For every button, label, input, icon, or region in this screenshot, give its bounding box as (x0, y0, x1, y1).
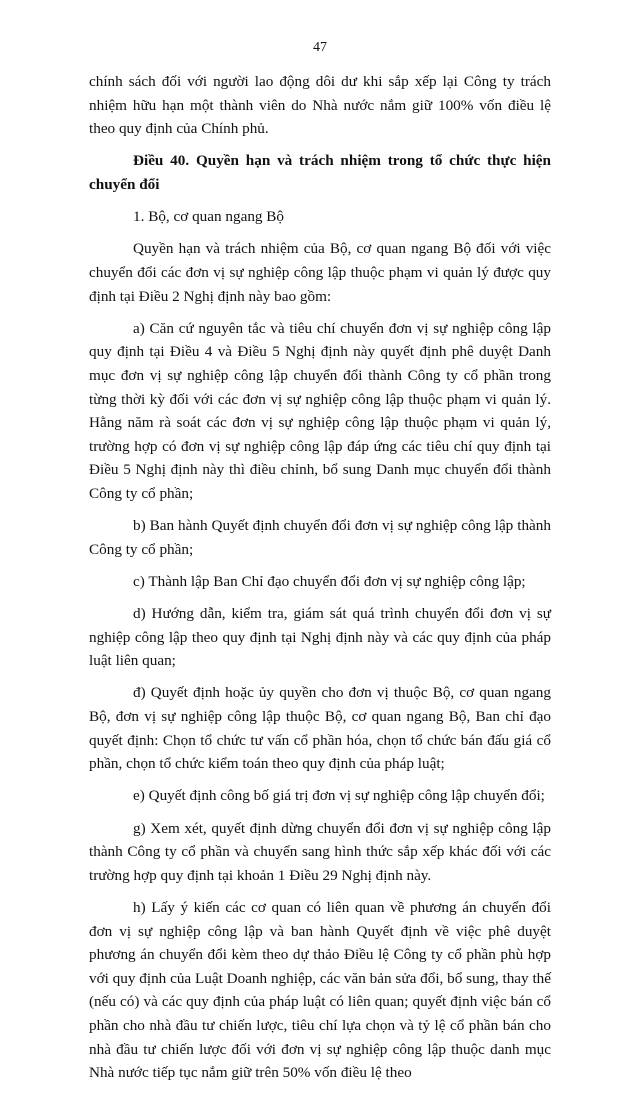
article-heading: Điều 40. Quyền hạn và trách nhiệm trong tổ chức thực hiện chuyển đổi (89, 152, 551, 193)
list-item-e: e) Quyết định công bố giá trị đơn vị sự nghiệp công lập chuyển đổi; (133, 787, 545, 805)
list-item-d: d) Hướng dẫn, kiểm tra, giám sát quá trình chuyển đổi đơn vị sự nghiệp công lập theo quy định tại Nghị định này và các quy định của pháp luật liên quan; (89, 605, 551, 670)
paragraph-intro: Quyền hạn và trách nhiệm của Bộ, cơ quan ngang Bộ đối với việc chuyển đổi các đơn vị sự nghiệp công lập thuộc phạm vi quản lý được quy định tại Điều 2 Nghị định này bao gồm: (89, 240, 551, 305)
section-title: 1. Bộ, cơ quan ngang Bộ (133, 208, 285, 226)
paragraph-continuation: chính sách đối với người lao động dôi dư khi sắp xếp lại Công ty trách nhiệm hữu hạn một thành viên do Nhà nước nắm giữ 100% vốn điều lệ theo quy định của Chính phủ. (89, 73, 551, 138)
list-item-c: c) Thành lập Ban Chỉ đạo chuyển đổi đơn vị sự nghiệp công lập; (133, 572, 526, 590)
document-body (89, 70, 551, 1093)
list-item-g: g) Xem xét, quyết định dừng chuyển đổi đơn vị sự nghiệp công lập thành Công ty cổ phần và chuyển sang hình thức sắp xếp khác đối với các trường hợp quy định tại khoản 1 Điều 29 Nghị định này. (89, 819, 551, 884)
list-item-h: h) Lấy ý kiến các cơ quan có liên quan về phương án chuyển đổi đơn vị sự nghiệp công lập và ban hành Quyết định về việc phê duyệt phương án chuyển đổi kèm theo dự thảo Điều lệ Công ty cổ phần phù hợp với quy định của Luật Doanh nghiệp, các văn bản sửa đổi, bổ sung, thay thế (nếu có) và các quy định của pháp luật có liên quan; quyết định việc bán cổ phần cho nhà đầu tư chiến lược, tiêu chí lựa chọn và tỷ lệ cổ phần bán cho nhà đầu tư chiến lược đối với đơn vị sự nghiệp công lập thuộc danh mục Nhà nước tiếp tục nắm giữ trên 50% vốn điều lệ theo (89, 898, 551, 1082)
list-item-dd: đ) Quyết định hoặc ủy quyền cho đơn vị thuộc Bộ, cơ quan ngang Bộ, đơn vị sự nghiệp công lập thuộc Bộ, cơ quan ngang Bộ, Ban chỉ đạo quyết định: Chọn tổ chức tư vấn cổ phần hóa, chọn tổ chức bán đấu giá cổ phần, chọn tổ chức kiểm toán theo quy định của pháp luật; (89, 684, 551, 773)
page-number: 47 (313, 40, 327, 55)
list-item-b: b) Ban hành Quyết định chuyển đổi đơn vị sự nghiệp công lập thành Công ty cổ phần; (89, 517, 551, 558)
list-item-a: a) Căn cứ nguyên tắc và tiêu chí chuyển đơn vị sự nghiệp công lập quy định tại Điều 4 và Điều 5 Nghị định này quyết định phê duyệt Danh mục đơn vị sự nghiệp công lập chuyển đổi thành Công ty cổ phần trong từng thời kỳ đối với các đơn vị sự nghiệp công lập thuộc phạm vi quản lý. Hằng năm rà soát các đơn vị sự nghiệp công lập thuộc phạm vi quản lý, trường hợp có đơn vị sự nghiệp công lập đáp ứng các tiêu chí quy định tại Điều 5 Nghị định này thì điều chỉnh, bổ sung Danh mục chuyển đổi thành Công ty cổ phần; (89, 319, 551, 502)
